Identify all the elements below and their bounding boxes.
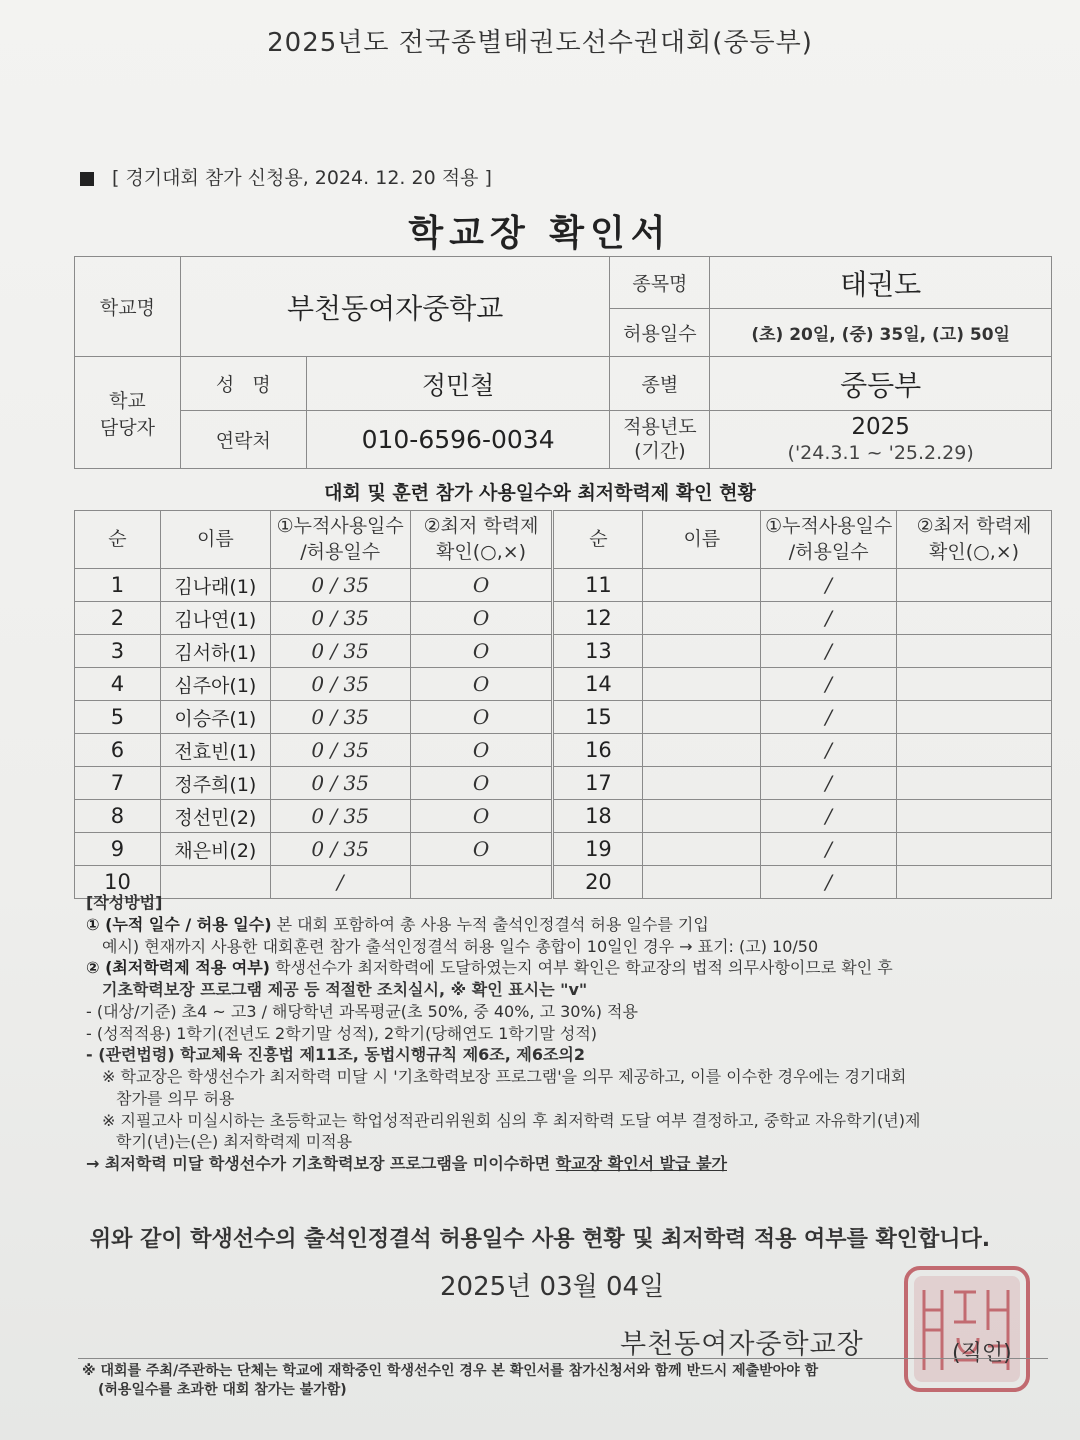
year-value: 2025 [851,414,910,441]
table-row [75,569,1052,602]
min-grade-check [897,635,1052,668]
student-name: 이승주(1) [160,701,270,734]
document-title: 학교장 확인서 [408,213,672,254]
days-used: 0 / 35 [270,569,410,602]
roster-table [74,510,1052,899]
year-label [610,411,710,469]
col-check-line2: 확인(○,×) [929,540,1020,563]
table-row [75,734,1052,767]
days-used: / [761,767,897,800]
days-used: 0 / 35 [270,602,410,635]
min-grade-check: O [410,833,553,866]
min-grade-check [897,833,1052,866]
row-no: 7 [75,767,161,800]
table-row [75,635,1052,668]
principal-signature: 부천동여자중학교장 [620,1329,864,1360]
student-name: 김서하(1) [160,635,270,668]
student-name [643,734,761,767]
student-name [643,800,761,833]
days-used: / [761,569,897,602]
remark-1b: 참가를 의무 허용 [116,1088,235,1108]
col-name-right: 이름 [643,511,761,569]
row-no: 16 [553,734,643,767]
min-grade-check: O [410,701,553,734]
remark-1: ※ 학교장은 학생선수가 최저학력 미달 시 '기초학력보장 프로그램'을 의무 제공하고, 이를 이수한 경우에는 경기대회 [102,1067,907,1086]
row-no: 11 [553,569,643,602]
days-used: 0 / 35 [270,668,410,701]
year-period: ('24.3.1 ~ '25.2.29) [787,441,974,464]
footer-line-2: (허용일수를 초과한 대회 참가는 불가함) [98,1381,347,1398]
days-used: / [761,668,897,701]
footer-line-1: ※ 대회를 주최/주관하는 단체는 학교에 재학중인 학생선수인 경우 본 확인서를 참가신청서와 함께 반드시 제출받아야 함 [82,1363,819,1379]
col-days-line2: /허용일수 [300,540,381,563]
row-no: 3 [75,635,161,668]
student-name: 채은비(2) [160,833,270,866]
col-no-right: 순 [553,511,643,569]
min-grade-check: O [410,569,553,602]
student-name: 전효빈(1) [160,734,270,767]
row-no: 12 [553,602,643,635]
min-grade-check: O [410,767,553,800]
row-no: 14 [553,668,643,701]
section-title: 대회 및 훈련 참가 사용일수와 최저학력제 확인 현황 [324,482,756,504]
row-no: 17 [553,767,643,800]
min-grade-check: O [410,734,553,767]
col-days-line1: ①누적사용일수 [276,514,404,537]
table-row [75,767,1052,800]
min-grade-check [897,602,1052,635]
student-name [643,701,761,734]
person-name-value: 정민철 [306,357,610,411]
school-info-table [74,256,1052,469]
row-no: 5 [75,701,161,734]
col-name-left: 이름 [160,511,270,569]
instructions-heading: [작성방법] [86,893,163,912]
student-name [643,833,761,866]
note-2-title: ② (최저학력제 적용 여부) [86,958,270,978]
col-days-line1: ①누적사용일수 [765,514,893,537]
student-name [643,668,761,701]
days-used: / [761,734,897,767]
year-cell [710,411,1052,469]
competition-title: 2025년도 전국종별태권도선수권대회(중등부) [267,28,813,58]
days-used: / [761,602,897,635]
student-name: 정주희(1) [160,767,270,800]
col-check-right [897,511,1052,569]
remark-3 [86,1153,1046,1175]
note-1-title: ① (누적 일수 / 허용 일수) [86,914,272,934]
remark-2: ※ 지필고사 미실시하는 초등학교는 학업성적관리위원회 심의 후 최저학력 도달 여부 결정하고, 중학교 자유학기(년)제 [102,1110,921,1130]
days-used: / [761,800,897,833]
contact-label-line1: 학교 [109,389,146,412]
col-check-line1: ②최저 학력제 [423,514,539,537]
row-no: 4 [75,668,161,701]
allowed-days-value: (초) 20일, (중) 35일, (고) 50일 [710,309,1052,357]
row-no: 6 [75,734,161,767]
col-check-left [410,511,553,569]
min-grade-check [897,800,1052,833]
row-no: 1 [75,569,161,602]
bullet-target: - (대상/기준) 초4 ~ 고3 / 해당학년 과목평균(초 50%, 중 40%, 고 30%) 적용 [86,1001,638,1021]
days-used: 0 / 35 [270,701,410,734]
table-row [75,602,1052,635]
days-used: / [761,701,897,734]
row-no: 9 [75,833,161,866]
student-name: 김나연(1) [160,602,270,635]
row-no: 2 [75,602,161,635]
days-used: / [761,635,897,668]
student-name: 김나래(1) [160,569,270,602]
table-row [75,668,1052,701]
note-1-text: 본 대회 포함하여 총 사용 누적 출석인정결석 허용 일수를 기입 [271,914,709,934]
year-label-line1: 적용년도 [623,415,697,438]
instructions [86,892,1046,1175]
min-grade-check: O [410,635,553,668]
days-used: / [761,833,897,866]
min-grade-check [897,668,1052,701]
row-no: 13 [553,635,643,668]
remark-3-emphasis: 학교장 확인서 발급 불가 [555,1154,727,1173]
min-grade-check [897,767,1052,800]
row-no: 18 [553,800,643,833]
bullet-grades: - (성적적용) 1학기(전년도 2학기말 성적), 2학기(당해연도 1학기말 성적) [86,1023,598,1043]
col-days-left [270,511,410,569]
phone-value: 010-6596-0034 [306,411,610,469]
student-name: 심주아(1) [160,668,270,701]
student-name [643,635,761,668]
remark-2b: 학기(년)는(은) 최저학력제 미적용 [116,1132,353,1152]
row-no: 8 [75,800,161,833]
event-value: 태권도 [710,257,1052,309]
col-no-left: 순 [75,511,161,569]
note-1-example: 예시) 현재까지 사용한 대회훈련 참가 출석인정결석 허용 일수 총합이 10일인 경우 → 표기: (고) 10/50 [102,936,819,956]
footer-note [82,1362,1042,1400]
school-name: 부천동여자중학교 [180,257,610,357]
col-days-line2: /허용일수 [788,540,869,563]
year-label-line2: (기간) [634,439,686,462]
remark-3-text: → 최저학력 미달 학생선수가 기초학력보장 프로그램을 미이수하면 [86,1154,556,1173]
min-grade-check: O [410,668,553,701]
table-row [75,800,1052,833]
issue-date: 2025년 03월 04일 [440,1272,665,1302]
contact-label-line2: 담당자 [99,416,155,439]
min-grade-check: O [410,800,553,833]
student-name [643,767,761,800]
student-name [643,569,761,602]
min-grade-check [897,734,1052,767]
table-row [75,701,1052,734]
contact-group-label [75,357,181,469]
division-value: 중등부 [710,357,1052,411]
days-used: 0 / 35 [270,833,410,866]
bullet-law: - (관련법령) 학교체육 진흥법 제11조, 동법시행규칙 제6조, 제6조의2 [86,1045,586,1065]
note-2 [86,957,1046,979]
division-label: 종별 [610,357,710,411]
row-no: 15 [553,701,643,734]
form-subtitle [80,163,492,190]
phone-label: 연락처 [180,411,306,469]
allowed-days-label: 허용일수 [610,309,710,357]
min-grade-check: O [410,602,553,635]
subtitle-text: [ 경기대회 참가 신청용, 2024. 12. 20 적용 ] [112,167,492,189]
row-no: 20 [553,866,643,899]
event-label: 종목명 [610,257,710,309]
note-2-text2: 기초학력보장 프로그램 제공 등 적절한 조치실시, ※ 확인 표시는 "v" [102,980,588,999]
min-grade-check [897,701,1052,734]
footer-divider [78,1358,1048,1359]
days-used: / [761,866,897,899]
seal-label: (직인) [952,1341,1012,1366]
school-label: 학교명 [75,257,181,357]
days-used: / [270,866,410,899]
person-name-label: 성 명 [180,357,306,411]
days-used: 0 / 35 [270,767,410,800]
row-no: 19 [553,833,643,866]
note-1 [86,914,1046,936]
row-no: 10 [75,866,161,899]
col-days-right [761,511,897,569]
min-grade-check [897,569,1052,602]
student-name: 정선민(2) [160,800,270,833]
days-used: 0 / 35 [270,800,410,833]
square-bullet-icon [80,172,94,186]
days-used: 0 / 35 [270,635,410,668]
col-check-line1: ②최저 학력제 [916,514,1032,537]
confirmation-statement: 위와 같이 학생선수의 출석인정결석 허용일수 사용 현황 및 최저학력 적용 여부를 확인합니다. [89,1227,991,1252]
col-check-line2: 확인(○,×) [436,540,527,563]
note-2-text: 학생선수가 최저학력에 도달하였는지 여부 확인은 학교장의 법적 의무사항이므로 확인 후 [270,958,893,978]
days-used: 0 / 35 [270,734,410,767]
student-name [643,602,761,635]
table-row [75,833,1052,866]
